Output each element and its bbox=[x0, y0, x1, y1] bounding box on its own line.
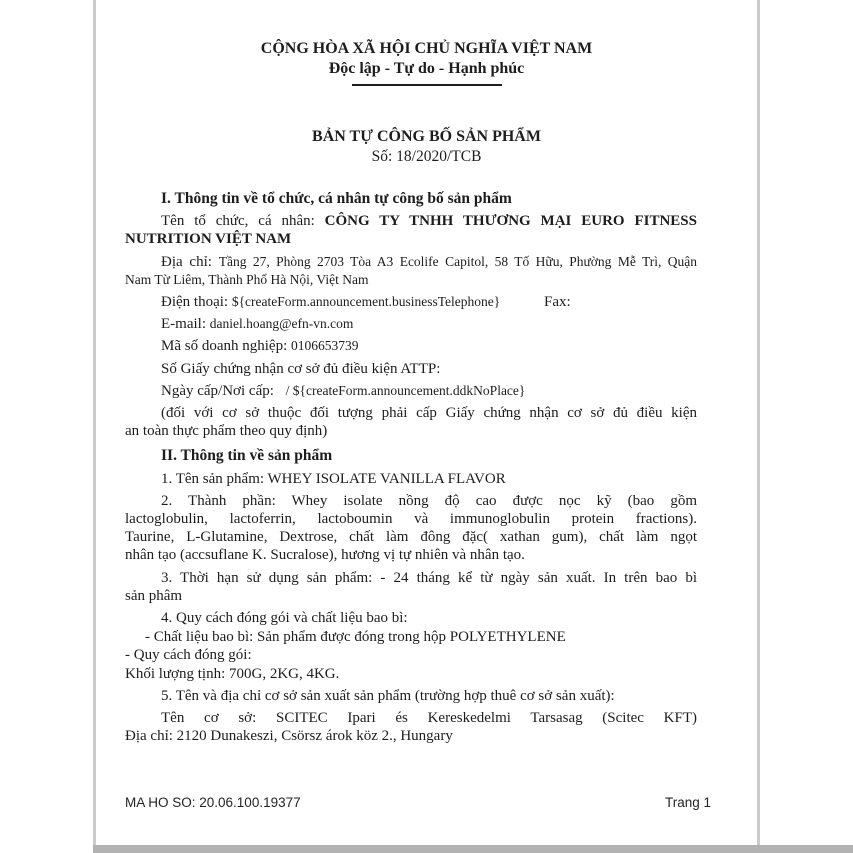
address-label: Địa chỉ: bbox=[161, 253, 212, 270]
net-weight-line: Khối lượng tịnh: 700G, 2KG, 4KG. bbox=[125, 665, 340, 682]
attp-line: Số Giấy chứng nhận cơ sở đủ điều kiện ATTP: bbox=[161, 360, 441, 377]
page-number: Trang 1 bbox=[664, 795, 711, 810]
packaging-heading-line: 4. Quy cách đóng gói và chất liệu bao bì: bbox=[161, 610, 408, 627]
business-code-label: Mã số doanh nghiệp: bbox=[161, 338, 288, 355]
phone-placeholder: ${createForm.announcement.businessTelephone} bbox=[231, 294, 501, 310]
issue-label: Ngày cấp/Nơi cấp: bbox=[161, 382, 274, 399]
document-title: BẢN TỰ CÔNG BỐ SẢN PHẨM bbox=[312, 128, 541, 145]
org-name-line1 bbox=[125, 212, 697, 230]
section1-heading: I. Thông tin về tổ chức, cá nhân tự công bố sản phẩm bbox=[161, 190, 512, 207]
document-footer bbox=[125, 795, 711, 810]
document-body bbox=[125, 190, 697, 745]
org-name-line2: NUTRITION VIỆT NAM bbox=[125, 231, 292, 248]
national-motto: Độc lập - Tự do - Hạnh phúc bbox=[328, 60, 525, 77]
page-bottom-shadow bbox=[93, 845, 853, 853]
section2-heading: II. Thông tin về sản phẩm bbox=[161, 447, 333, 465]
document-number: Số: 18/2020/TCB bbox=[371, 148, 482, 165]
dossier-code: MA HO SO: 20.06.100.19377 bbox=[125, 795, 301, 810]
ingredients-line3: Taurine, L-Glutamine, Dextrose, chất làm đông đặc( xathan gum), chất làm ngọt bbox=[125, 529, 697, 546]
org-value-part1: CÔNG TY TNHH THƯƠNG MẠI EURO FITNESS bbox=[324, 213, 697, 230]
email-value: daniel.hoang@efn-vn.com bbox=[209, 316, 354, 332]
packaging-material-line: - Chất liệu bao bì: Sản phẩm được đóng trong hộp POLYETHYLENE bbox=[145, 629, 566, 646]
phone-line bbox=[125, 293, 697, 311]
manufacturer-address-line: Địa chỉ: 2120 Dunakeszi, Csörsz árok köz 2., Hungary bbox=[125, 728, 453, 745]
document-page bbox=[93, 0, 760, 845]
issue-placeholder: / ${createForm.announcement.ddkNoPlace} bbox=[285, 382, 526, 398]
note-line1: (đối với cơ sở thuộc đối tượng phải cấp Giấy chứng nhận cơ sở đủ điều kiện bbox=[161, 405, 697, 422]
org-label: Tên tổ chức, cá nhân: bbox=[161, 213, 315, 230]
fax-label: Fax: bbox=[544, 294, 571, 311]
manufacturer-heading-line: 5. Tên và địa chỉ cơ sở sản xuất sản phẩm (trường hợp thuê cơ sở sản xuất): bbox=[161, 687, 615, 704]
shelf-life-line1: 3. Thời hạn sử dụng sản phẩm: - 24 tháng kể từ ngày sản xuất. In trên bao bì bbox=[161, 569, 697, 586]
address-line2: Nam Từ Liêm, Thành Phố Hà Nội, Việt Nam bbox=[125, 271, 369, 287]
address-line1 bbox=[125, 253, 697, 271]
packaging-spec-line: - Quy cách đóng gói: bbox=[125, 647, 252, 664]
email-line bbox=[125, 315, 697, 333]
business-code-value: 0106653739 bbox=[290, 338, 359, 354]
national-title: CỘNG HÒA XÃ HỘI CHỦ NGHĨA VIỆT NAM bbox=[260, 40, 593, 57]
issue-line bbox=[125, 382, 697, 400]
note-line2: an toàn thực phẩm theo quy định) bbox=[125, 423, 328, 440]
ingredients-line1: 2. Thành phần: Whey isolate nồng độ cao được nọc kỹ (bao gồm bbox=[161, 492, 697, 509]
business-code-line bbox=[125, 337, 697, 355]
address-value-part1: Tầng 27, Phòng 2703 Tòa A3 Ecolife Capitol, 58 Tố Hữu, Phường Mễ Trì, Quận bbox=[218, 253, 698, 269]
manufacturer-name-line: Tên cơ sở: SCITEC Ipari és Kereskedelmi Tarsasag (Scitec KFT) bbox=[161, 710, 697, 727]
header-divider bbox=[352, 84, 502, 86]
product-name-line: 1. Tên sản phẩm: WHEY ISOLATE VANILLA FLAVOR bbox=[161, 470, 506, 487]
ingredients-line4: nhân tạo (accsuflane K. Sucralose), hương vị tự nhiên và nhân tạo. bbox=[125, 547, 525, 564]
phone-label: Điện thoại: bbox=[161, 294, 229, 311]
email-label: E-mail: bbox=[161, 316, 206, 333]
document-header bbox=[96, 40, 757, 166]
ingredients-line2: lactoglobulin, lactoferrin, lactoboumin và immunoglobulin protein fractions). bbox=[125, 511, 697, 528]
shelf-life-line2: sản phâm bbox=[125, 587, 183, 604]
